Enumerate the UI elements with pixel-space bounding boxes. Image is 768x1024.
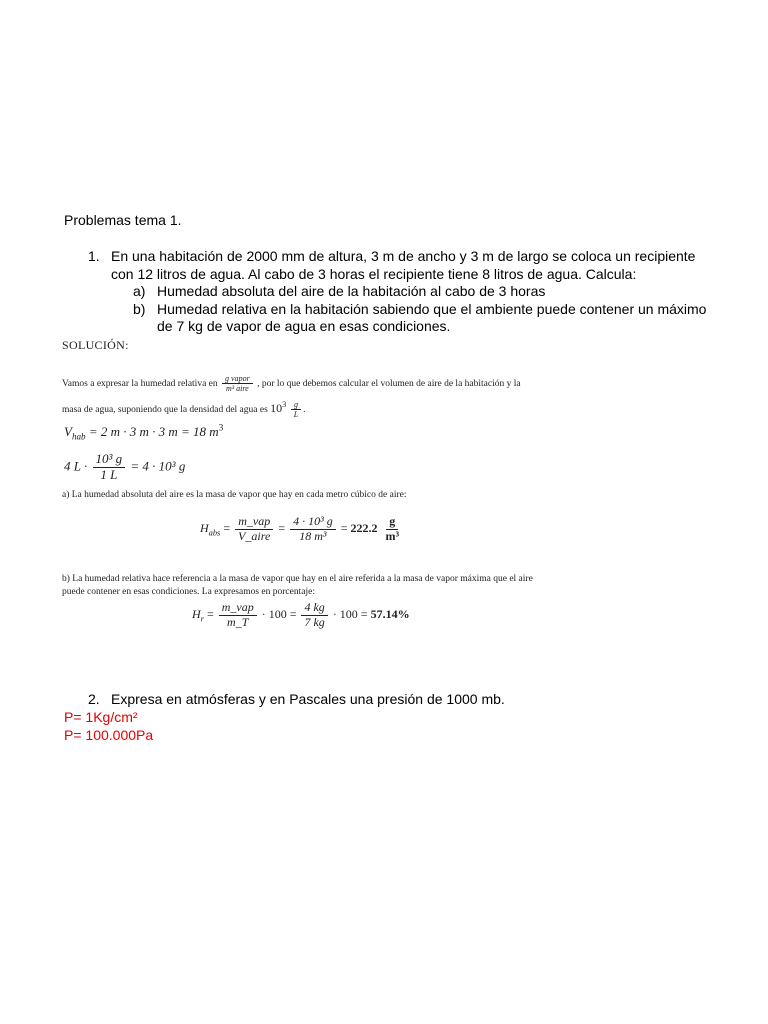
document-title: Problemas tema 1. [64, 212, 182, 228]
density-unit-fraction: $\frac{g}{L}$ [291, 400, 301, 419]
vhab-equation: $V_{hab} = 2$ m · 3 m · 3 m = 18 $m^3$ [64, 422, 224, 442]
solution-intro-2: masa de agua, suponiendo que la densidad del agua es [62, 404, 268, 415]
problem-1-b-text-2: de 7 kg de vapor de agua en esas condiciones. [157, 318, 451, 334]
problem-1-number: 1. [88, 248, 100, 264]
problem-1-b-marker: b) [133, 301, 146, 317]
solution-intro-1b: , por lo que debemos calcular el volumen de aire de la habitación y la [257, 378, 521, 389]
part-b-intro-1: b) La humedad relativa hace referencia a la masa de vapor que hay en el aire referida a la masa de vapor máxima que el aire [62, 574, 533, 584]
solution-intro-line-2: masa de agua, suponiendo que la densidad del agua es $10^3$ $\frac{g}{L}$ . [62, 399, 306, 420]
problem-1-line-1: En una habitación de 2000 mm de altura, 3 m de ancho y 3 m de largo se coloca un recipiente [111, 248, 696, 264]
problem-2-answer-2: P= 100.000Pa [64, 727, 154, 743]
part-a-intro: a) La humedad absoluta del aire es la masa de vapor que hay en cada metro cúbico de aire: [62, 490, 407, 500]
solution-intro-line-1 [62, 374, 521, 393]
part-b-intro-2: puede contener en esas condiciones. La expresamos en porcentaje: [62, 587, 315, 597]
hr-equation: $H_r$ = $\frac{\text{m\_vap}}{m\_T}$ · 100 = $\frac{4 kg}{7 kg}$ · 100 = 57.14% [192, 600, 410, 629]
problem-1-a-marker: a) [133, 283, 146, 299]
density-value: $10^3$ [270, 399, 287, 415]
solution-intro-1a: Vamos a expresar la humedad relativa en [62, 378, 218, 389]
habs-equation: $H_{abs}$ = $\frac{\text{m\_vap}}{\text{V\_aire}}$ = $\frac{\text{4 · 10³ g}}{\text{18 m³}}$ = 222.2 $\frac{g}{\text{m³}}$ [200, 514, 400, 543]
intro-unit-fraction: $\frac{\text{g vapor}}{\text{m³ aire}}$ [222, 374, 253, 393]
problem-2-number: 2. [88, 691, 100, 707]
problem-1-line-2: con 12 litros de agua. Al cabo de 3 horas el recipiente tiene 8 litros de agua. Calcula: [111, 266, 637, 282]
problem-2-text: Expresa en atmósferas y en Pascales una presión de 1000 mb. [111, 691, 505, 707]
problem-1-a-text: Humedad absoluta del aire de la habitación al cabo de 3 horas [157, 283, 546, 299]
problem-2-answer-1: P= 1Kg/cm² [64, 709, 138, 725]
solution-heading: SOLUCIÓN: [62, 338, 129, 352]
mass-equation: 4 L · $\frac{\text{10³ g}}{1 L}$ = 4 · 10³ g [64, 451, 186, 482]
problem-1-b-text-1: Humedad relativa en la habitación sabiendo que el ambiente puede contener un máximo [157, 301, 707, 317]
